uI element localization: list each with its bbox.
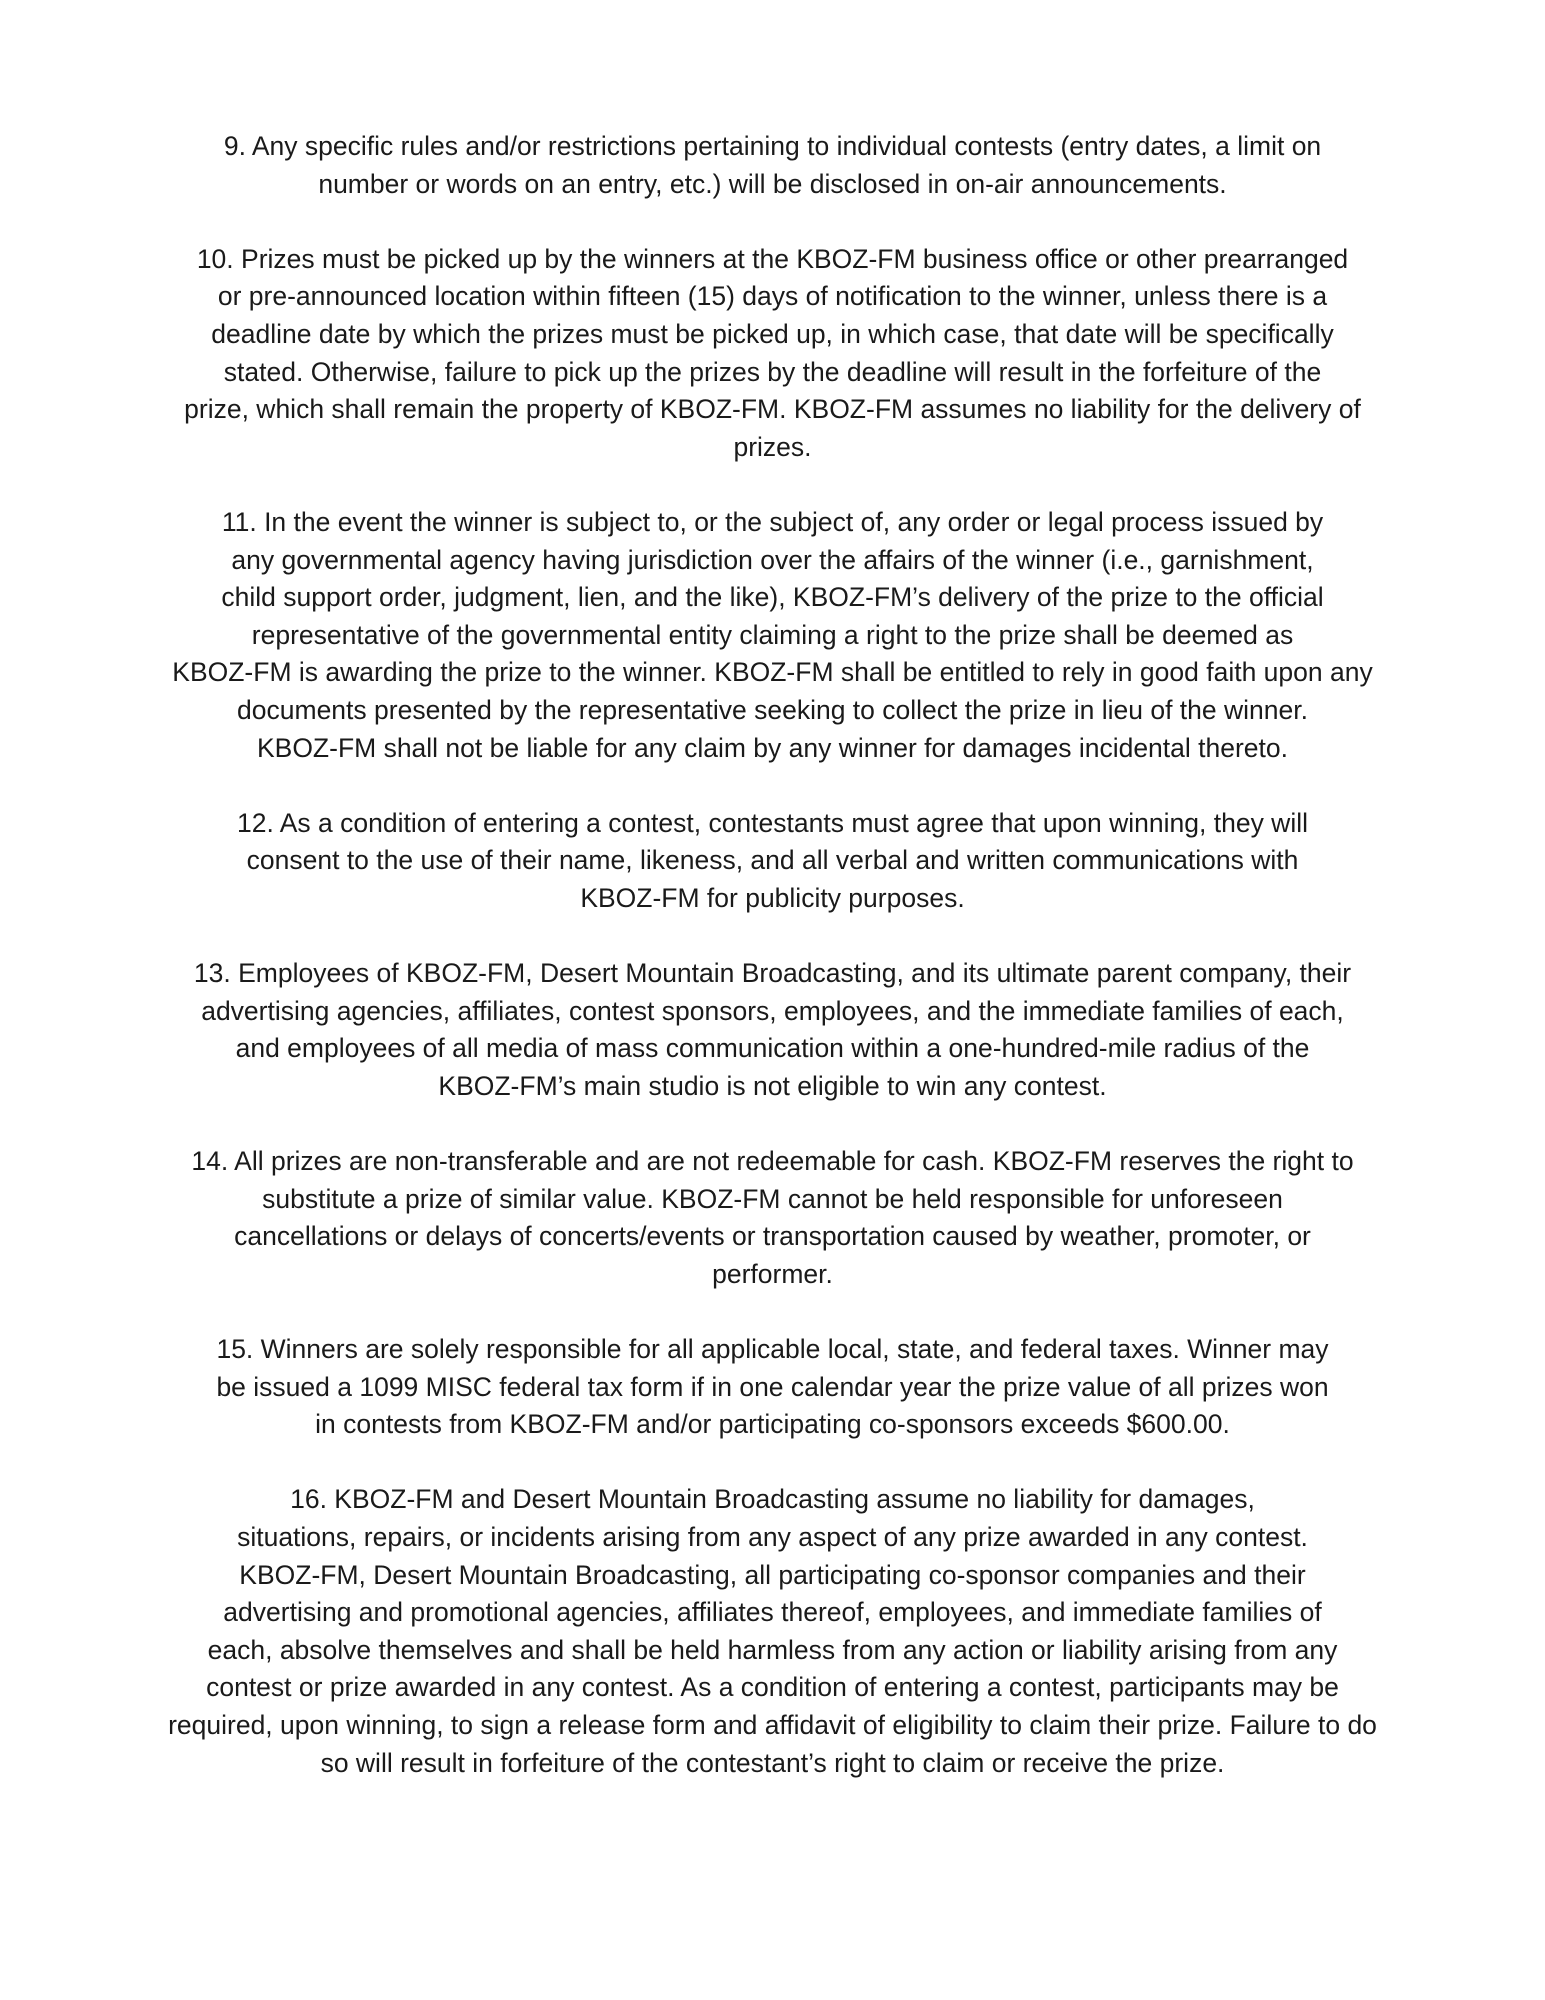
rule-11 — [120, 504, 1425, 767]
rule-line: child support order, judgment, lien, and the like), KBOZ-FM’s delivery of the prize to the official — [221, 582, 1324, 613]
rule-line: performer. — [712, 1258, 833, 1289]
rule-line: KBOZ-FM for publicity purposes. — [580, 882, 965, 913]
rule-10 — [120, 241, 1425, 467]
rule-line: KBOZ-FM shall not be liable for any claim by any winner for damages incidental thereto. — [256, 732, 1289, 763]
rule-line: each, absolve themselves and shall be held harmless from any action or liability arising from any — [207, 1634, 1338, 1665]
rule-line: number or words on an entry, etc.) will be disclosed in on-air announcements. — [318, 168, 1227, 199]
rule-line: so will result in forfeiture of the contestant’s right to claim or receive the prize. — [320, 1747, 1225, 1778]
rule-12 — [120, 805, 1425, 918]
rule-line: contest or prize awarded in any contest. As a condition of entering a contest, participants may be — [206, 1672, 1339, 1703]
rule-line: advertising agencies, affiliates, contest sponsors, employees, and the immediate families of each, — [201, 995, 1344, 1026]
rule-line: and employees of all media of mass communication within a one-hundred-mile radius of the — [235, 1033, 1310, 1064]
rule-line: prize, which shall remain the property of KBOZ-FM. KBOZ-FM assumes no liability for the delivery of — [184, 394, 1361, 425]
rule-line: 11. In the event the winner is subject to, or the subject of, any order or legal process issued by — [221, 506, 1324, 537]
rule-line: be issued a 1099 MISC federal tax form if in one calendar year the prize value of all prizes won — [216, 1371, 1329, 1402]
rule-line: KBOZ-FM is awarding the prize to the winner. KBOZ-FM shall be entitled to rely in good faith upon any — [172, 657, 1373, 688]
rule-line: KBOZ-FM, Desert Mountain Broadcasting, all participating co-sponsor companies and their — [239, 1559, 1306, 1590]
rule-line: representative of the governmental entity claiming a right to the prize shall be deemed as — [251, 619, 1294, 650]
rule-line: 15. Winners are solely responsible for all applicable local, state, and federal taxes. Winner may — [216, 1334, 1329, 1364]
rule-line: cancellations or delays of concerts/events or transportation caused by weather, promoter, or — [234, 1221, 1311, 1252]
rule-line: any governmental agency having jurisdiction over the affairs of the winner (i.e., garnishment, — [231, 544, 1314, 575]
rule-line: required, upon winning, to sign a release form and affidavit of eligibility to claim their prize. Failure to do — [168, 1709, 1377, 1740]
rule-line: prizes. — [733, 431, 812, 462]
rule-15 — [120, 1331, 1425, 1444]
rule-14 — [120, 1143, 1425, 1293]
rule-16 — [120, 1481, 1425, 1782]
rule-line: substitute a prize of similar value. KBOZ-FM cannot be held responsible for unforeseen — [262, 1183, 1283, 1214]
rule-line: consent to the use of their name, likeness, and all verbal and written communications with — [246, 845, 1299, 876]
rule-9 — [120, 128, 1425, 203]
rule-line: 13. Employees of KBOZ-FM, Desert Mountain Broadcasting, and its ultimate parent company, their — [193, 958, 1352, 989]
rule-line: documents presented by the representative seeking to collect the prize in lieu of the winner. — [237, 694, 1308, 725]
rule-line: 10. Prizes must be picked up by the winners at the KBOZ-FM business office or other prearranged — [196, 243, 1349, 274]
rule-line: 9. Any specific rules and/or restrictions pertaining to individual contests (entry dates, a limit on — [223, 131, 1322, 161]
rule-line: stated. Otherwise, failure to pick up the prizes by the deadline will result in the forfeiture of the — [223, 356, 1322, 387]
rule-line: deadline date by which the prizes must be picked up, in which case, that date will be specifically — [211, 318, 1334, 349]
rule-line: 14. All prizes are non-transferable and are not redeemable for cash. KBOZ-FM reserves the right to — [191, 1146, 1354, 1177]
rule-line: 12. As a condition of entering a contest, contestants must agree that upon winning, they will — [237, 807, 1308, 838]
contest-rules-body — [120, 128, 1425, 1820]
rule-13 — [120, 955, 1425, 1105]
rule-line: 16. KBOZ-FM and Desert Mountain Broadcasting assume no liability for damages, — [290, 1484, 1255, 1515]
rule-line: advertising and promotional agencies, affiliates thereof, employees, and immediate families of — [223, 1597, 1322, 1628]
rule-line: KBOZ-FM’s main studio is not eligible to win any contest. — [438, 1070, 1107, 1101]
rule-line: situations, repairs, or incidents arising from any aspect of any prize awarded in any contest. — [237, 1521, 1308, 1552]
rule-line: in contests from KBOZ-FM and/or participating co-sponsors exceeds $600.00. — [315, 1409, 1230, 1440]
rule-line: or pre-announced location within fifteen (15) days of notification to the winner, unless there is a — [217, 281, 1328, 312]
